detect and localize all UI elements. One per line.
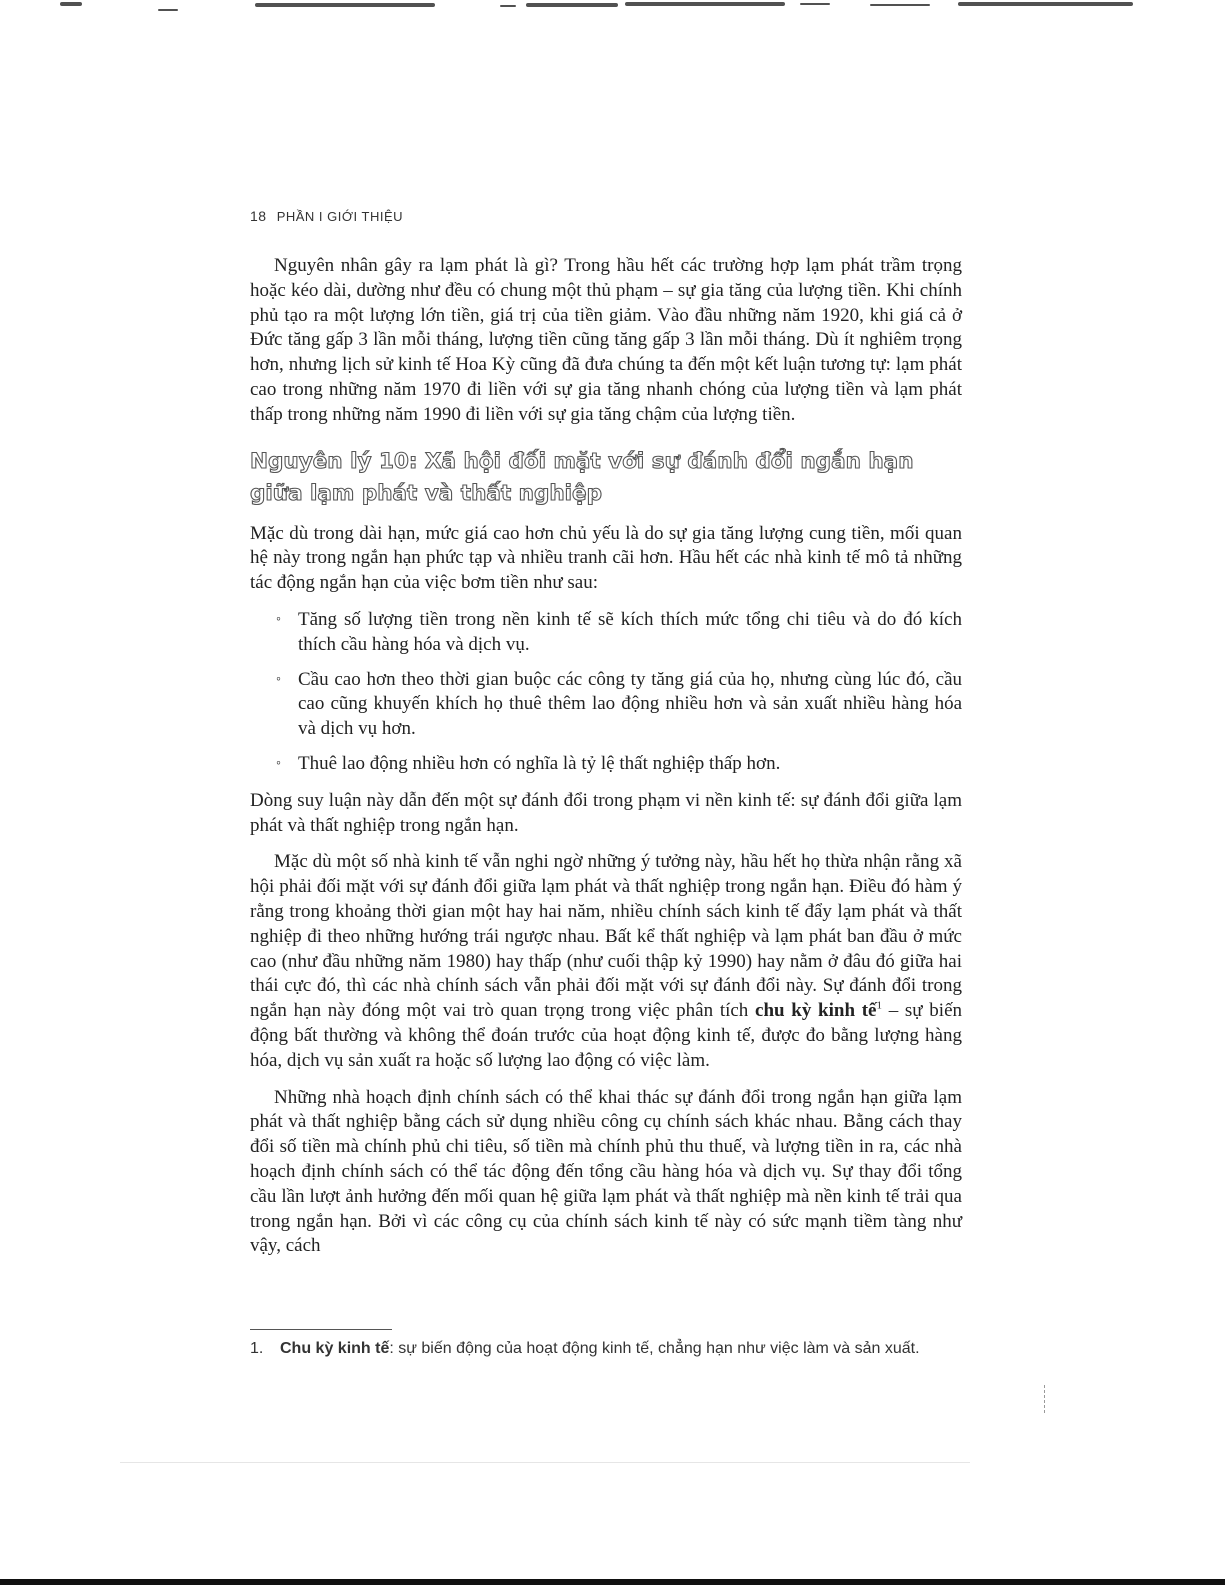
heading-line-2: giữa lạm phát và thất nghiệp [250,480,602,506]
paragraph-4 [250,850,962,1073]
key-term: chu kỳ kinh tế [755,1000,877,1022]
page-number: 18 [250,208,267,224]
footnote-number: 1. [250,1340,264,1357]
bullet-item [250,752,962,777]
footnote-definition: : sự biến động của hoạt động kinh tế, chẳng hạn như việc làm và sản xuất. [389,1340,920,1357]
footnote-term: Chu kỳ kinh tế [280,1340,390,1357]
heading-line-1: Nguyên lý 10: Xã hội đối mặt với sự đánh đổi ngắn hạn [250,448,914,474]
page-body [250,254,962,1271]
bullet-marker: ◦ [276,671,281,687]
principle-heading [250,446,962,510]
bullet-item [250,608,962,658]
bullet-item [250,668,962,742]
footnote-divider [250,1329,392,1330]
bullet-text: Tăng số lượng tiền trong nền kinh tế sẽ kích thích mức tổng chi tiêu và do đó kích thích cầu hàng hóa và dịch vụ. [298,608,962,655]
footnote-text [280,1337,962,1361]
paragraph-2: Mặc dù trong dài hạn, mức giá cao hơn chủ yếu là do sự gia tăng lượng cung tiền, mối quan hệ này trong ngắn hạn phức tạp và nhiều tranh cãi hơn. Hầu hết các nhà kinh tế mô tả những tác động ngắn hạn của việc bơm tiền như sau: [250,522,962,594]
scan-artifact-faint-line [120,1462,970,1463]
scan-artifact-top [0,0,1225,14]
scan-artifact-bottom [0,1579,1225,1585]
running-head [250,208,403,224]
paragraph-4-text-b: – sự biến động bất thường và không thể đoán trước của hoạt động kinh tế, được đo bằng lượng hàng hóa, dịch vụ sản xuất ra hoặc số lượng lao động có việc làm. [250,1000,963,1071]
scan-artifact-margin-mark [1044,1385,1046,1413]
section-title: PHẦN I GIỚI THIỆU [276,209,404,224]
bullet-text: Cầu cao hơn theo thời gian buộc các công ty tăng giá của họ, nhưng cùng lúc đó, cầu cao cũng khuyến khích họ thuê thêm lao động nhiều hơn và sản xuất nhiều hàng hóa và dịch vụ hơn. [298,668,962,740]
bullet-text: Thuê lao động nhiều hơn có nghĩa là tỷ lệ thất nghiệp thấp hơn. [298,752,781,774]
bullet-list [250,608,962,777]
paragraph-1: Nguyên nhân gây ra lạm phát là gì? Trong hầu hết các trường hợp lạm phát trầm trọng hoặc kéo dài, dường như đều có chung một thủ phạm – sự gia tăng của lượng tiền. Khi chính phủ tạo ra một lượng lớn tiền, giá trị của tiền giảm. Vào đầu những năm 1920, khi giá cả ở Đức tăng gấp 3 lần mỗi tháng, lượng tiền cũng tăng gấp 3 lần mỗi tháng. Dù ít nghiêm trọng hơn, nhưng lịch sử kinh tế Hoa Kỳ cũng đã đưa chúng ta đến một kết luận tương tự: lạm phát cao trong những năm 1970 đi liền với sự gia tăng nhanh chóng của lượng tiền và lạm phát thấp trong những năm 1990 đi liền với sự gia tăng chậm của lượng tiền. [250,255,962,425]
footnote-ref: 1 [876,999,882,1012]
paragraph-5: Những nhà hoạch định chính sách có thể khai thác sự đánh đổi trong ngắn hạn giữa lạm phát và thất nghiệp bằng cách sử dụng nhiều công cụ chính sách khác nhau. Bằng cách thay đổi số tiền mà chính phủ chi tiêu, số tiền mà chính phủ thu thuế, và lượng tiền in ra, các nhà hoạch định chính sách có thể tác động đến tổng cầu hàng hóa và dịch vụ. Sự thay đổi tổng cầu lần lượt ảnh hưởng đến mối quan hệ giữa lạm phát và thất nghiệp mà nền kinh tế trải qua trong ngắn hạn. Bởi vì các công cụ của chính sách kinh tế này có sức mạnh tiềm tàng như vậy, cách [250,1086,962,1257]
bullet-marker: ◦ [276,611,281,627]
paragraph-4-text-a: Mặc dù một số nhà kinh tế vẫn nghi ngờ những ý tưởng này, hầu hết họ thừa nhận rằng xã hội phải đối mặt với sự đánh đổi giữa lạm phát và thất nghiệp trong ngắn hạn. Điều đó hàm ý rằng trong khoảng thời gian một hay hai năm, nhiều chính sách kinh tế đẩy lạm phát và thất nghiệp đi theo những hướng trái ngược nhau. Bất kể thất nghiệp và lạm phát ban đầu ở mức cao (như đầu những năm 1980) hay thấp (như cuối thập kỷ 1990) hay nằm ở đâu đó giữa hai thái cực đó, thì các nhà chính sách vẫn phải đối mặt với sự đánh đổi này. Sự đánh đổi trong ngắn hạn này đóng một vai trò quan trọng trong việc phân tích [250,851,962,1022]
footnote [250,1337,962,1361]
bullet-marker: ◦ [276,755,281,771]
paragraph-3: Dòng suy luận này dẫn đến một sự đánh đổi trong phạm vi nền kinh tế: sự đánh đổi giữa lạm phát và thất nghiệp trong ngắn hạn. [250,789,962,836]
